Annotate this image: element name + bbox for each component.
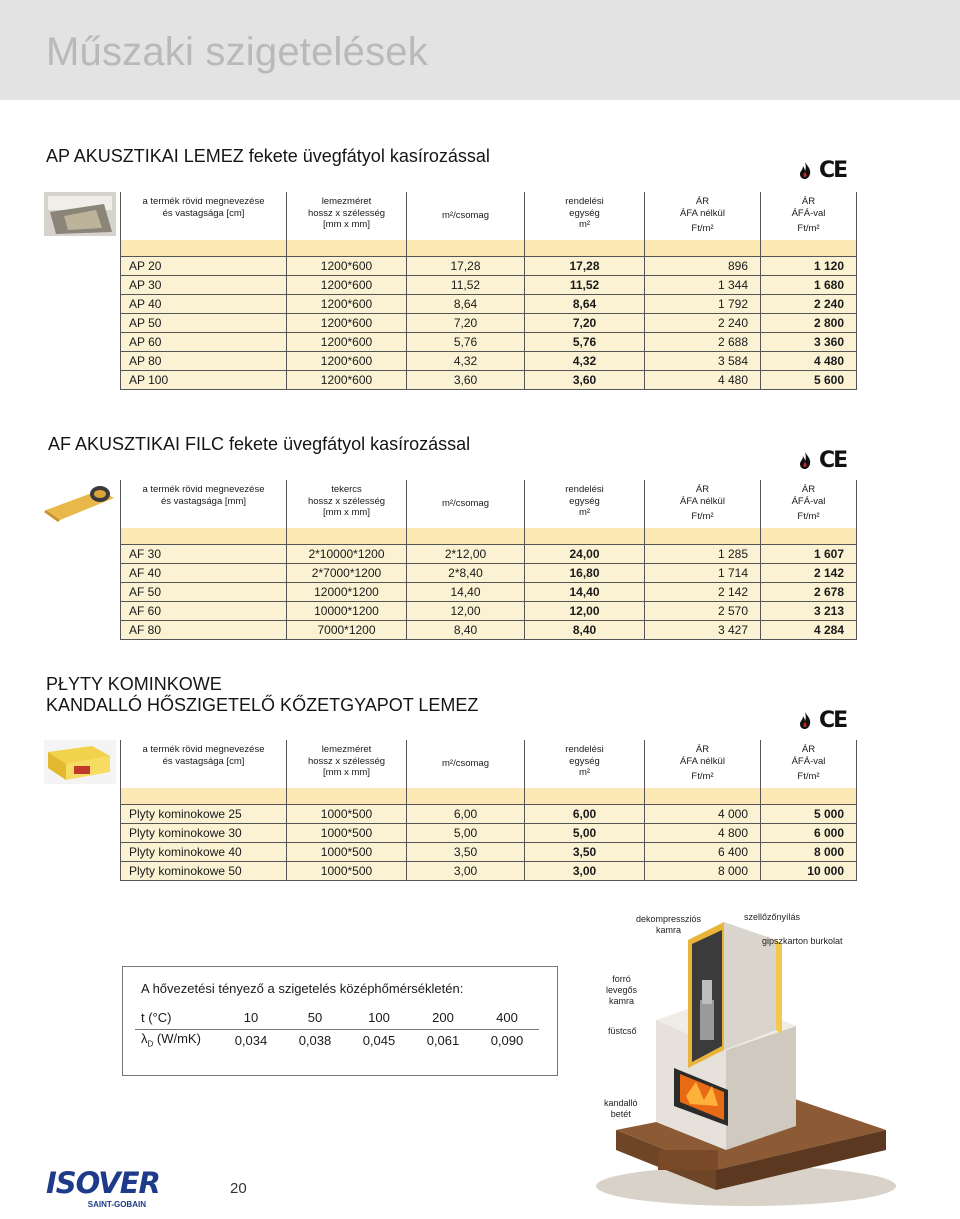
order-unit-cell: 5,76 [525,332,645,351]
section-title-kandallo: PŁYTY KOMINKOWE KANDALLÓ HŐSZIGETELŐ KŐZETGYAPOT LEMEZ [46,674,479,715]
lambda-label: $\lambda_D$ (W/mK) [141,1031,201,1050]
lambda-value: 0,045 [362,1032,396,1048]
product-name-cell: AF 50 [121,582,287,601]
m2-per-pack-cell: 11,52 [407,275,525,294]
price-net-cell: 1 792 [645,294,761,313]
col-header-price-gross: ÁR ÁFÁ-val Ft/m² [761,192,857,240]
size-cell: 1200*600 [287,256,407,275]
product-name-cell: AP 50 [121,313,287,332]
ce-mark: CE [819,448,847,473]
isover-logo: ISOVER SAINT-GOBAIN [46,1166,160,1209]
table-header-row [121,480,857,528]
certification-marks [795,708,859,734]
col-header-name: a termék rövid megnevezése és vastagsága [cm] [121,192,287,240]
size-cell: 10000*1200 [287,601,407,620]
order-unit-cell: 14,40 [525,582,645,601]
lambda-row [135,1029,539,1051]
col-header-order-unit: rendelési egység m² [525,740,645,788]
thermal-title: A hővezetési tényező a szigetelés középhőmérsékletén: [141,981,464,996]
order-unit-cell: 24,00 [525,544,645,563]
product-name-cell: AP 20 [121,256,287,275]
col-header-m2-per-pack: m²/csomag [407,740,525,788]
size-cell: 1200*600 [287,313,407,332]
price-gross-cell: 8 000 [761,842,857,861]
price-net-cell: 6 400 [645,842,761,861]
table-row [121,313,857,332]
price-gross-cell: 10 000 [761,861,857,880]
size-cell: 1200*600 [287,351,407,370]
price-gross-cell: 1 607 [761,544,857,563]
label-forro-kamra: forró levegős kamra [606,974,638,1006]
lambda-value: 0,038 [298,1032,332,1048]
section-title-af: AF AKUSZTIKAI FILC fekete üvegfátyol kasírozással [48,434,471,454]
label-szellozonyilas: szellőzőnyílás [744,912,801,922]
lambda-value: 0,090 [490,1032,524,1048]
price-net-cell: 2 688 [645,332,761,351]
label-kandallo-betet: kandalló betét [604,1098,638,1119]
price-net-cell: 1 344 [645,275,761,294]
col-header-order-unit: rendelési egység m² [525,480,645,528]
col-header-price-net: ÁR ÁFA nélkül Ft/m² [645,192,761,240]
m2-per-pack-cell: 8,40 [407,620,525,639]
order-unit-cell: 3,00 [525,861,645,880]
price-gross-cell: 4 480 [761,351,857,370]
price-net-cell: 4 800 [645,823,761,842]
product-name-cell: AF 60 [121,601,287,620]
ce-mark: CE [819,708,847,733]
product-name-cell: AF 30 [121,544,287,563]
m2-per-pack-cell: 7,20 [407,313,525,332]
col-header-m2-per-pack: m²/csomag [407,192,525,240]
temperature-row [135,1007,539,1029]
price-gross-cell: 1 680 [761,275,857,294]
table-row [121,582,857,601]
temperature-value: 200 [411,1007,475,1029]
temperature-value: 10 [219,1007,283,1029]
order-unit-cell: 17,28 [525,256,645,275]
lambda-value: 0,034 [234,1032,268,1048]
price-gross-cell: 2 142 [761,563,857,582]
size-cell: 7000*1200 [287,620,407,639]
page-header [0,0,960,100]
product-name-cell: AP 100 [121,370,287,389]
order-unit-cell: 6,00 [525,804,645,823]
table-row [121,370,857,389]
table-row [121,256,857,275]
size-cell: 1200*600 [287,370,407,389]
order-unit-cell: 8,40 [525,620,645,639]
table-row [121,294,857,313]
product-name-cell: Plyty kominokowe 50 [121,861,287,880]
thermal-table [135,1007,539,1051]
price-net-cell: 2 142 [645,582,761,601]
col-header-size: lemezméret hossz x szélesség [mm x mm] [287,740,407,788]
table-row [121,563,857,582]
product-name-cell: AP 60 [121,332,287,351]
size-cell: 1200*600 [287,275,407,294]
col-header-size: lemezméret hossz x szélesség [mm x mm] [287,192,407,240]
size-cell: 1000*500 [287,823,407,842]
order-unit-cell: 4,32 [525,351,645,370]
product-name-cell: AP 80 [121,351,287,370]
order-unit-cell: 16,80 [525,563,645,582]
kominkowe-product-image [44,740,116,784]
price-gross-cell: 1 120 [761,256,857,275]
product-name-cell: AP 40 [121,294,287,313]
thermal-conductivity-box [122,966,558,1076]
price-net-cell: 4 000 [645,804,761,823]
price-gross-cell: 2 240 [761,294,857,313]
table-header-row [121,192,857,240]
size-cell: 12000*1200 [287,582,407,601]
temperature-value: 100 [347,1007,411,1029]
temperature-label: t (°C) [135,1007,219,1029]
af-product-image [44,480,116,524]
table-row [121,332,857,351]
table-ap [120,192,857,390]
price-gross-cell: 5 000 [761,804,857,823]
price-net-cell: 3 427 [645,620,761,639]
product-name-cell: Plyty kominokowe 30 [121,823,287,842]
certification-marks [795,448,859,474]
table-row [121,823,857,842]
size-cell: 1000*500 [287,842,407,861]
page-number: 20 [230,1180,247,1197]
size-cell: 2*10000*1200 [287,544,407,563]
price-gross-cell: 2 800 [761,313,857,332]
table-af [120,480,857,640]
label-fustcso: füstcső [608,1026,637,1036]
size-cell: 1200*600 [287,294,407,313]
price-gross-cell: 6 000 [761,823,857,842]
label-gipszkarton: gipszkarton burkolat [762,936,843,946]
table-row [121,601,857,620]
label-dekompresszios-kamra: dekompressziós kamra [636,914,702,935]
fire-class-icon [795,451,815,471]
price-net-cell: 896 [645,256,761,275]
product-name-cell: AF 40 [121,563,287,582]
order-unit-cell: 8,64 [525,294,645,313]
price-net-cell: 1 285 [645,544,761,563]
col-header-price-net: ÁR ÁFA nélkül Ft/m² [645,480,761,528]
price-net-cell: 1 714 [645,563,761,582]
product-name-cell: Plyty kominokowe 25 [121,804,287,823]
ce-mark: CE [819,158,847,183]
col-header-size: tekercs hossz x szélesség [mm x mm] [287,480,407,528]
size-cell: 1200*600 [287,332,407,351]
col-header-price-gross: ÁR ÁFÁ-val Ft/m² [761,480,857,528]
m2-per-pack-cell: 17,28 [407,256,525,275]
col-header-name: a termék rövid megnevezése és vastagsága [cm] [121,740,287,788]
m2-per-pack-cell: 3,50 [407,842,525,861]
table-row [121,842,857,861]
product-name-cell: AP 30 [121,275,287,294]
fire-class-icon [795,711,815,731]
table-row [121,620,857,639]
m2-per-pack-cell: 5,76 [407,332,525,351]
price-gross-cell: 3 360 [761,332,857,351]
table-row [121,275,857,294]
price-net-cell: 2 240 [645,313,761,332]
size-cell: 1000*500 [287,804,407,823]
lambda-value: 0,061 [426,1032,460,1048]
col-header-m2-per-pack: m²/csomag [407,480,525,528]
price-gross-cell: 2 678 [761,582,857,601]
price-gross-cell: 5 600 [761,370,857,389]
price-net-cell: 4 480 [645,370,761,389]
col-header-order-unit: rendelési egység m² [525,192,645,240]
m2-per-pack-cell: 3,00 [407,861,525,880]
table-row [121,351,857,370]
price-gross-cell: 4 284 [761,620,857,639]
fire-class-icon [795,161,815,181]
price-net-cell: 3 584 [645,351,761,370]
order-unit-cell: 11,52 [525,275,645,294]
certification-marks [795,158,859,184]
table-kominkowe [120,740,857,881]
m2-per-pack-cell: 2*8,40 [407,563,525,582]
order-unit-cell: 12,00 [525,601,645,620]
table-header-row [121,740,857,788]
m2-per-pack-cell: 4,32 [407,351,525,370]
m2-per-pack-cell: 3,60 [407,370,525,389]
order-unit-cell: 7,20 [525,313,645,332]
m2-per-pack-cell: 12,00 [407,601,525,620]
price-net-cell: 8 000 [645,861,761,880]
price-gross-cell: 3 213 [761,601,857,620]
product-name-cell: Plyty kominokowe 40 [121,842,287,861]
product-name-cell: AF 80 [121,620,287,639]
order-unit-cell: 3,50 [525,842,645,861]
section-title-ap: AP AKUSZTIKAI LEMEZ fekete üvegfátyol kasírozással [46,146,490,166]
m2-per-pack-cell: 2*12,00 [407,544,525,563]
size-cell: 2*7000*1200 [287,563,407,582]
m2-per-pack-cell: 6,00 [407,804,525,823]
page-title: Műszaki szigetelések [46,30,428,74]
table-row [121,861,857,880]
m2-per-pack-cell: 5,00 [407,823,525,842]
temperature-value: 50 [283,1007,347,1029]
col-header-name: a termék rövid megnevezése és vastagsága [mm] [121,480,287,528]
order-unit-cell: 5,00 [525,823,645,842]
order-unit-cell: 3,60 [525,370,645,389]
col-header-price-net: ÁR ÁFA nélkül Ft/m² [645,740,761,788]
table-row [121,544,857,563]
temperature-value: 400 [475,1007,539,1029]
m2-per-pack-cell: 8,64 [407,294,525,313]
ap-product-image [44,192,116,236]
size-cell: 1000*500 [287,861,407,880]
col-header-price-gross: ÁR ÁFÁ-val Ft/m² [761,740,857,788]
table-row [121,804,857,823]
m2-per-pack-cell: 14,40 [407,582,525,601]
price-net-cell: 2 570 [645,601,761,620]
